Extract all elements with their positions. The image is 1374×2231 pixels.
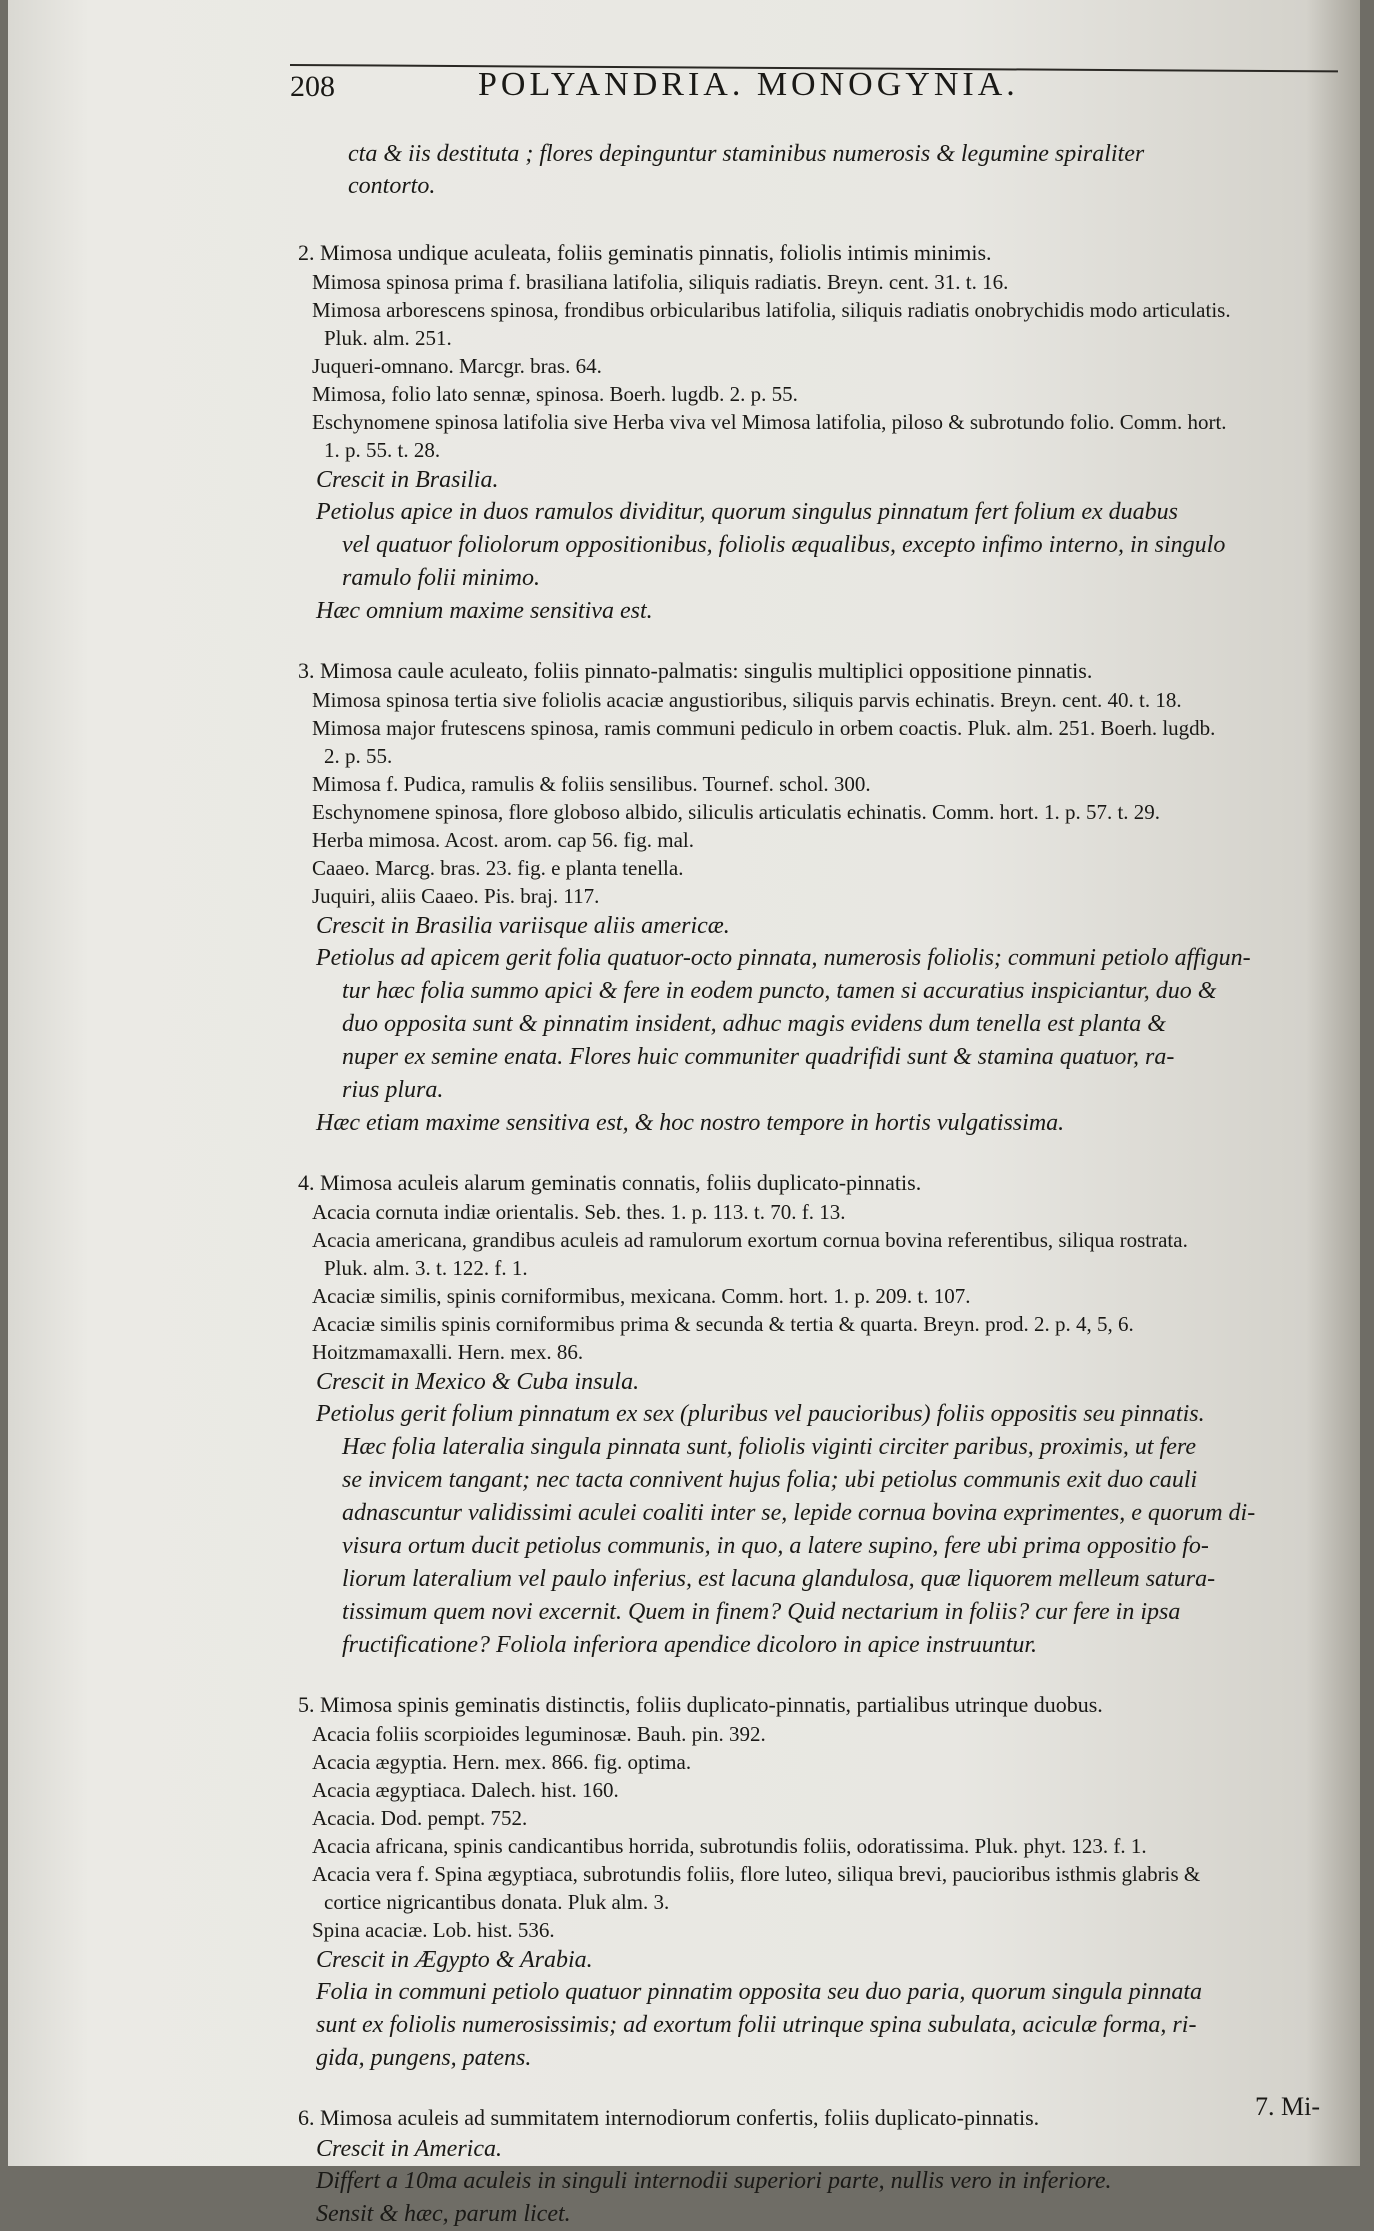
page-content	[298, 138, 1354, 2231]
note-line: sunt ex foliolis numerosissimis; ad exortum folii utrinque spina subulata, aciculæ forma, ri-	[316, 2012, 1197, 2038]
synonym-line: Caaeo. Marcg. bras. 23. fig. e planta tenella.	[312, 856, 684, 880]
synonym-line: Mimosa f. Pudica, ramulis & foliis sensilibus. Tournef. schol. 300.	[312, 772, 871, 796]
synonym-line: Pluk. alm. 3. t. 122. f. 1.	[324, 1256, 528, 1280]
note-line: tur hæc folia summo apici & fere in eodem puncto, tamen si accuratius inspiciantur, duo &	[342, 978, 1217, 1004]
synonym-line: Pluk. alm. 251.	[324, 326, 452, 350]
synonym-line: Spina acaciæ. Lob. hist. 536.	[312, 1918, 555, 1942]
species-entry	[298, 1690, 1354, 2075]
synonym-line: Mimosa major frutescens spinosa, ramis communi pediculo in orbem coactis. Pluk. alm. 251. Boerh. lugdb.	[312, 716, 1216, 740]
synonym-line: 1. p. 55. t. 28.	[324, 438, 441, 462]
note-line: se invicem tangant; nec tacta connivent hujus folia; ubi petiolus communis exit duo cauli	[342, 1467, 1198, 1493]
synonym-line: Acacia ægyptia. Hern. mex. 866. fig. optima.	[312, 1750, 692, 1774]
note-line: Petiolus gerit folium pinnatum ex sex (pluribus vel paucioribus) foliis oppositis seu pinnatis.	[316, 1401, 1205, 1427]
note-line: visura ortum ducit petiolus communis, in quo, a latere supino, fere ubi prima oppositio fo-	[342, 1533, 1209, 1559]
entry-heading: 4. Mimosa aculeis alarum geminatis connatis, foliis duplicato-pinnatis.	[298, 1170, 922, 1195]
synonym-line: Acacia cornuta indiæ orientalis. Seb. thes. 1. p. 113. t. 70. f. 13.	[312, 1200, 846, 1224]
species-entry	[298, 656, 1354, 1140]
note-line: Petiolus ad apicem gerit folia quatuor-octo pinnata, numerosis foliolis; communi petiolo affigun-	[316, 945, 1251, 971]
note-line: Hæc omnium maxime sensitiva est.	[316, 598, 653, 624]
synonym-line: Eschynomene spinosa latifolia sive Herba viva vel Mimosa latifolia, piloso & subrotundo folio. Comm. hort.	[312, 410, 1227, 434]
synonym-line: Acacia. Dod. pempt. 752.	[312, 1806, 528, 1830]
note-line: Folia in communi petiolo quatuor pinnatim opposita seu duo paria, quorum singula pinnata	[316, 1979, 1203, 2005]
synonym-line: Mimosa arborescens spinosa, frondibus orbicularibus latifolia, siliquis radiatis onobrychidis modo articulatis.	[312, 298, 1231, 322]
page-number: 208	[290, 70, 335, 103]
entry-heading: 5. Mimosa spinis geminatis distinctis, foliis duplicato-pinnatis, partialibus utrinque duobus.	[298, 1692, 1103, 1717]
note-line: liorum lateralium vel paulo inferius, est lacuna glandulosa, quæ liquorem melleum satura-	[342, 1566, 1216, 1592]
note-line: Petiolus apice in duos ramulos dividitur, quorum singulus pinnatum fert folium ex duabus	[316, 499, 1178, 525]
synonym-line: 2. p. 55.	[324, 744, 393, 768]
catchword: 7. Mi-	[1255, 2092, 1320, 2121]
note-line: rius plura.	[342, 1077, 444, 1103]
note-line: tissimum quem novi excernit. Quem in finem? Quid nectarium in foliis? cur fere in ipsa	[342, 1599, 1181, 1625]
note-line: duo opposita sunt & pinnatim insident, adhuc magis evidens dum tenella est planta &	[342, 1011, 1166, 1037]
synonym-line: Acaciæ similis spinis corniformibus prima & secunda & tertia & quarta. Breyn. prod. 2. p. 4, 5, 6.	[312, 1312, 1134, 1336]
synonym-line: Mimosa spinosa prima f. brasiliana latifolia, siliquis radiatis. Breyn. cent. 31. t. 16.	[312, 270, 1009, 294]
running-head: POLYANDRIA. MONOGYNIA.	[478, 66, 1019, 103]
synonym-line: Acacia africana, spinis candicantibus horrida, subrotundis foliis, odoratissima. Pluk. phyt. 123. f. 1.	[312, 1834, 1147, 1858]
note-line: adnascuntur validissimi aculei coaliti inter se, lepide cornua bovina exprimentes, e quorum di-	[342, 1500, 1256, 1526]
synonym-line: Acacia foliis scorpioides leguminosæ. Bauh. pin. 392.	[312, 1722, 766, 1746]
species-entry	[298, 238, 1354, 628]
note-line: Hæc folia lateralia singula pinnata sunt, foliolis viginti circiter paribus, proximis, ut fere	[342, 1434, 1196, 1460]
synonym-line: Herba mimosa. Acost. arom. cap 56. fig. mal.	[312, 828, 694, 852]
note-line: Sensit & hæc, parum licet.	[316, 2201, 571, 2227]
note-line: fructificatione? Foliola inferiora apendice dicoloro in apice instruuntur.	[342, 1632, 1038, 1658]
synonym-line: Acacia ægyptiaca. Dalech. hist. 160.	[312, 1778, 619, 1802]
synonym-line: Acacia vera f. Spina ægyptiaca, subrotundis foliis, flore luteo, siliqua brevi, paucioribus isthmis glabris &	[312, 1862, 1201, 1886]
entry-heading: 3. Mimosa caule aculeato, foliis pinnato-palmatis: singulis multiplici oppositione pinnatis.	[298, 658, 1093, 683]
habitat-line: Crescit in America.	[316, 2136, 502, 2162]
entry-heading: 2. Mimosa undique aculeata, foliis geminatis pinnatis, foliolis intimis minimis.	[298, 240, 992, 265]
intro-line: cta & iis destituta ; flores depinguntur staminibus numerosis & legumine spiraliter	[348, 141, 1145, 167]
synonym-line: Mimosa, folio lato sennæ, spinosa. Boerh. lugdb. 2. p. 55.	[312, 382, 798, 406]
habitat-line: Crescit in Brasilia.	[316, 467, 499, 493]
synonym-line: Mimosa spinosa tertia sive foliolis acaciæ angustioribus, siliquis parvis echinatis. Breyn. cent. 40. t. 18.	[312, 688, 1182, 712]
synonym-line: Acacia americana, grandibus aculeis ad ramulorum exortum cornua bovina referentibus, siliqua rostrata.	[312, 1228, 1188, 1252]
synonym-line: Juquiri, aliis Caaeo. Pis. braj. 117.	[312, 884, 600, 908]
synonym-line: Acaciæ similis, spinis corniformibus, mexicana. Comm. hort. 1. p. 209. t. 107.	[312, 1284, 971, 1308]
habitat-line: Crescit in Mexico & Cuba insula.	[316, 1369, 640, 1395]
note-line: Hæc etiam maxime sensitiva est, & hoc nostro tempore in hortis vulgatissima.	[316, 1110, 1065, 1136]
synonym-line: Hoitzmamaxalli. Hern. mex. 86.	[312, 1340, 584, 1364]
note-line: ramulo folii minimo.	[342, 565, 541, 591]
note-line: nuper ex semine enata. Flores huic communiter quadrifidi sunt & stamina quatuor, ra-	[342, 1044, 1175, 1070]
synonym-line: cortice nigricantibus donata. Pluk alm. 3.	[324, 1890, 670, 1914]
book-page	[8, 0, 1360, 2227]
note-line: Differt a 10ma aculeis in singuli internodii superiori parte, nullis vero in inferiore.	[316, 2168, 1112, 2194]
habitat-line: Crescit in Brasilia variisque aliis americæ.	[316, 913, 730, 939]
synonym-line: Eschynomene spinosa, flore globoso albido, siliculis articulatis echinatis. Comm. hort. 1. p. 57. t. 29.	[312, 800, 1161, 824]
note-line: vel quatuor foliolorum oppositionibus, foliolis æqualibus, excepto infimo interno, in singulo	[342, 532, 1226, 558]
habitat-line: Crescit in Ægypto & Arabia.	[316, 1947, 593, 1973]
species-entry	[298, 1168, 1354, 1662]
entry-heading: 6. Mimosa aculeis ad summitatem internodiorum confertis, foliis duplicato-pinnatis.	[298, 2105, 1040, 2130]
species-entry	[298, 2103, 1354, 2231]
intro-line: contorto.	[348, 173, 436, 199]
synonym-line: Juqueri-omnano. Marcgr. bras. 64.	[312, 354, 602, 378]
note-line: gida, pungens, patens.	[316, 2045, 532, 2071]
